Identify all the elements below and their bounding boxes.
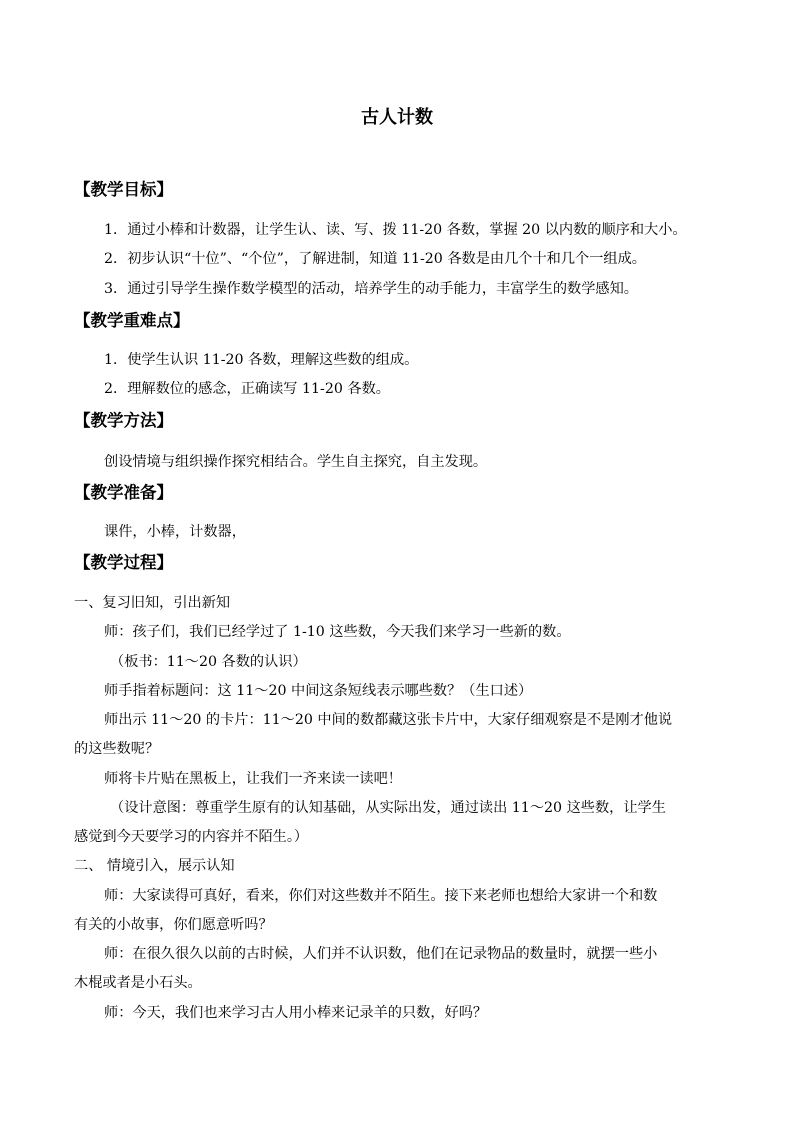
- goal-item-2: 2．初步认识“十位”、“个位”，了解进制，知道 11-20 各数是由几个十和几个一组成。: [104, 251, 646, 267]
- goal-item-3: 3．通过引导学生操作数学模型的活动，培养学生的动手能力，丰富学生的数学感知。: [104, 281, 638, 297]
- section-heading-process: 【教学过程】: [74, 553, 173, 572]
- section-heading-method: 【教学方法】: [74, 411, 173, 430]
- process-paragraph: 师将卡片贴在黑板上，让我们一齐来读一读吧！: [104, 771, 402, 787]
- section-heading-goals: 【教学目标】: [74, 180, 173, 199]
- process-paragraph: 师：大家读得可真好，看来，你们对这些数并不陌生。接下来老师也想给大家讲一个和数: [104, 888, 658, 904]
- process-paragraph-continuation: 有关的小故事，你们愿意听吗？: [74, 917, 273, 933]
- process-paragraph: 师：今天，我们也来学习古人用小棒来记录羊的只数，好吗？: [104, 1005, 488, 1021]
- document-title: 古人计数: [361, 107, 433, 128]
- section-heading-preparation: 【教学准备】: [74, 483, 173, 502]
- design-intent-note: （设计意图：尊重学生原有的认知基础，从实际出发，通过读出 11～20 这些数，让学生: [110, 800, 666, 816]
- process-paragraph: 师出示 11～20 的卡片：11～20 中间的数都藏这张卡片中，大家仔细观察是不是刚才他说: [104, 712, 673, 728]
- process-subheading-1: 一、复习旧知，引出新知: [74, 595, 231, 611]
- process-subheading-2: 二、 情境引入，展示认知: [74, 858, 235, 874]
- key-point-item-1: 1．使学生认识 11-20 各数，理解这些数的组成。: [104, 352, 419, 368]
- key-point-item-2: 2．理解数位的感念，正确读写 11-20 各数。: [104, 381, 390, 397]
- design-intent-note-continuation: 感觉到今天要学习的内容并不陌生。）: [74, 829, 309, 845]
- process-paragraph-continuation: 木棍或者是小石头。: [74, 975, 202, 991]
- section-heading-key-points: 【教学重难点】: [74, 311, 190, 330]
- preparation-text: 课件，小棒，计数器，: [104, 524, 246, 540]
- goal-item-1: 1．通过小棒和计数器，让学生认、读、写、拨 11-20 各数，掌握 20 以内数的顺序和大小。: [104, 222, 687, 238]
- process-paragraph: 师：孩子们，我们已经学过了 1-10 这些数，今天我们来学习一些新的数。: [104, 624, 571, 640]
- process-paragraph-continuation: 的这些数呢？: [74, 741, 160, 757]
- process-paragraph: 师：在很久很久以前的古时候，人们并不认识数，他们在记录物品的数量时，就摆一些小: [104, 946, 658, 962]
- process-paragraph: （板书：11～20 各数的认识）: [110, 654, 307, 670]
- process-paragraph: 师手指着标题问：这 11～20 中间这条短线表示哪些数？（生口述）: [104, 683, 533, 699]
- method-text: 创设情境与组织操作探究相结合。学生自主探究，自主发现。: [104, 454, 488, 470]
